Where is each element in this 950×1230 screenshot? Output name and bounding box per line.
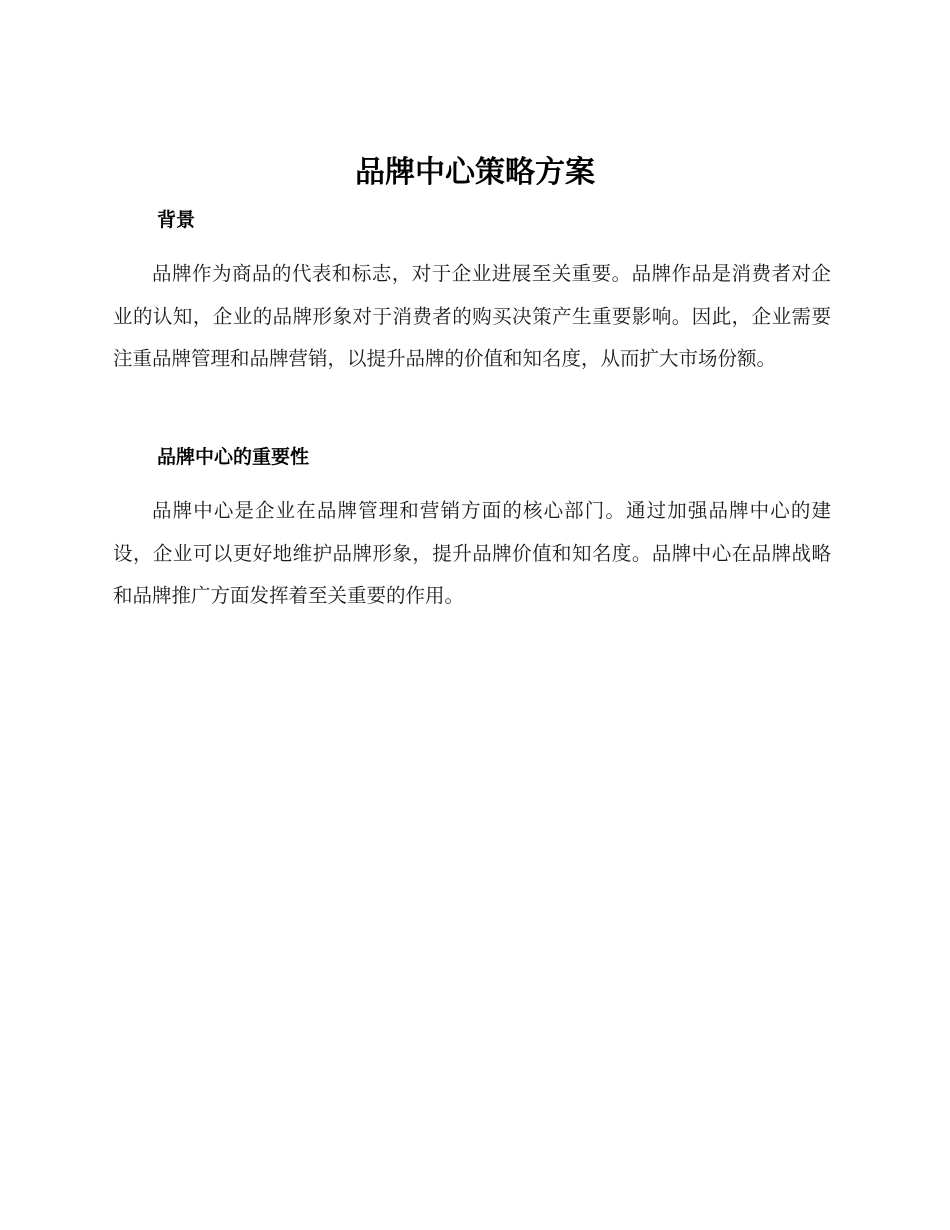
section-heading-background: 背景 (157, 209, 196, 231)
section-heading-importance: 品牌中心的重要性 (157, 446, 310, 468)
document-title: 品牌中心策略方案 (355, 155, 595, 190)
section-paragraph-importance: 品牌中心是企业在品牌管理和营销方面的核心部门。通过加强品牌中心的建设，企业可以更好地维护品牌形象，提升品牌价值和知名度。品牌中心在品牌战略和品牌推广方面发挥着至关重要的作用。 (113, 499, 831, 607)
section-paragraph-background: 品牌作为商品的代表和标志，对于企业进展至关重要。品牌作品是消费者对企业的认知，企业的品牌形象对于消费者的购买决策产生重要影响。因此，企业需要注重品牌管理和品牌营销，以提升品牌的价值和知名度，从而扩大市场份额。 (113, 262, 831, 370)
